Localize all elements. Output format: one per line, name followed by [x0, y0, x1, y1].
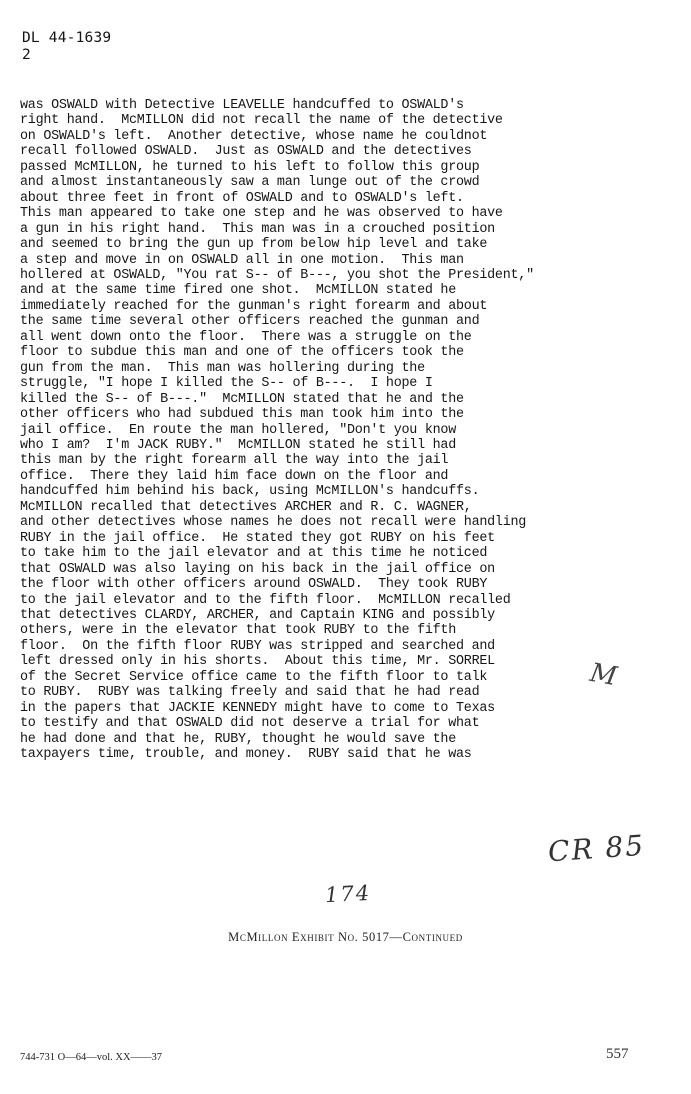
body-line: floor. On the fifth floor RUBY was stripped and searched and — [20, 638, 495, 654]
body-line: passed McMILLON, he turned to his left to follow this group — [20, 159, 480, 175]
body-line: and almost instantaneously saw a man lunge out of the crowd — [20, 175, 480, 191]
body-line: recall followed OSWALD. Just as OSWALD and the detectives — [20, 144, 472, 160]
footer-print-code: 744-731 O—64—vol. XX——37 — [20, 1052, 163, 1063]
body-line: McMILLON recalled that detectives ARCHER and R. C. WAGNER, — [20, 499, 472, 515]
body-line: hollered at OSWALD, "You rat S-- of B---, you shot the President," — [20, 267, 534, 283]
body-line: all went down onto the floor. There was a struggle on the — [20, 329, 472, 345]
handwritten-page-mark: 174 — [324, 880, 372, 908]
body-line: jail office. En route the man hollered, "Don't you know — [20, 422, 456, 438]
file-header — [22, 30, 111, 64]
body-line: struggle, "I hope I killed the S-- of B---. I hope I — [20, 376, 433, 392]
body-line: office. There they laid him face down on the floor and — [20, 468, 449, 484]
body-line: the floor with other officers around OSWALD. They took RUBY — [20, 577, 488, 593]
body-line: left dressed only in his shorts. About this time, Mr. SORREL — [20, 654, 495, 670]
exhibit-caption — [0, 930, 691, 945]
body-line: immediately reached for the gunman's right forearm and about — [20, 298, 488, 314]
body-line: who I am? I'm JACK RUBY." McMILLON stated he still had — [20, 437, 456, 453]
body-line: he had done and that he, RUBY, thought he would save the — [20, 731, 456, 747]
footer-page-number: 557 — [606, 1046, 629, 1062]
body-line: of the Secret Service office came to the fifth floor to talk — [20, 669, 488, 685]
handwritten-initial: M — [587, 657, 620, 693]
body-line: and other detectives whose names he does not recall were handling — [20, 515, 527, 531]
body-line: RUBY in the jail office. He stated they got RUBY on his feet — [20, 530, 495, 546]
page-number-top: 2 — [22, 47, 31, 63]
body-line: and at the same time fired one shot. McMILLON stated he — [20, 283, 456, 299]
body-line: floor to subdue this man and one of the officers took the — [20, 345, 464, 361]
body-line: This man appeared to take one step and he was observed to have — [20, 206, 503, 222]
body-line: that detectives CLARDY, ARCHER, and Captain KING and possibly — [20, 607, 495, 623]
body-line: taxpayers time, trouble, and money. RUBY said that he was — [20, 747, 472, 763]
file-number: DL 44-1639 — [22, 30, 112, 46]
body-line: to RUBY. RUBY was talking freely and said that he had read — [20, 685, 480, 701]
body-line: on OSWALD's left. Another detective, whose name he couldnot — [20, 128, 488, 144]
body-line: gun from the man. This man was hollering during the — [20, 360, 425, 376]
handwritten-cr-mark: CR 85 — [546, 828, 647, 869]
body-line: a step and move in on OSWALD all in one motion. This man — [20, 252, 464, 268]
exhibit-caption-text: McMillon Exhibit No. 5017—Continued — [228, 930, 463, 944]
body-text — [20, 98, 660, 762]
body-line: in the papers that JACKIE KENNEDY might have to come to Texas — [20, 700, 495, 716]
body-line: to the jail elevator and to the fifth floor. McMILLON recalled — [20, 592, 511, 608]
body-line: others, were in the elevator that took RUBY to the fifth — [20, 623, 456, 639]
body-line: to take him to the jail elevator and at this time he noticed — [20, 546, 488, 562]
body-line: the same time several other officers reached the gunman and — [20, 314, 480, 330]
body-line: handcuffed him behind his back, using McMILLON's handcuffs. — [20, 484, 480, 500]
body-line: this man by the right forearm all the way into the jail — [20, 453, 449, 469]
body-line: that OSWALD was also laying on his back in the jail office on — [20, 561, 495, 577]
body-line: other officers who had subdued this man took him into the — [20, 407, 464, 423]
body-line: was OSWALD with Detective LEAVELLE handcuffed to OSWALD's — [20, 98, 464, 113]
body-line: and seemed to bring the gun up from below hip level and take — [20, 237, 488, 253]
body-line: a gun in his right hand. This man was in a crouched position — [20, 221, 495, 237]
body-line: right hand. McMILLON did not recall the name of the detective — [20, 113, 503, 129]
body-line: to testify and that OSWALD did not deserve a trial for what — [20, 716, 480, 732]
body-line: killed the S-- of B---." McMILLON stated that he and the — [20, 391, 464, 407]
body-line: about three feet in front of OSWALD and to OSWALD's left. — [20, 190, 464, 206]
